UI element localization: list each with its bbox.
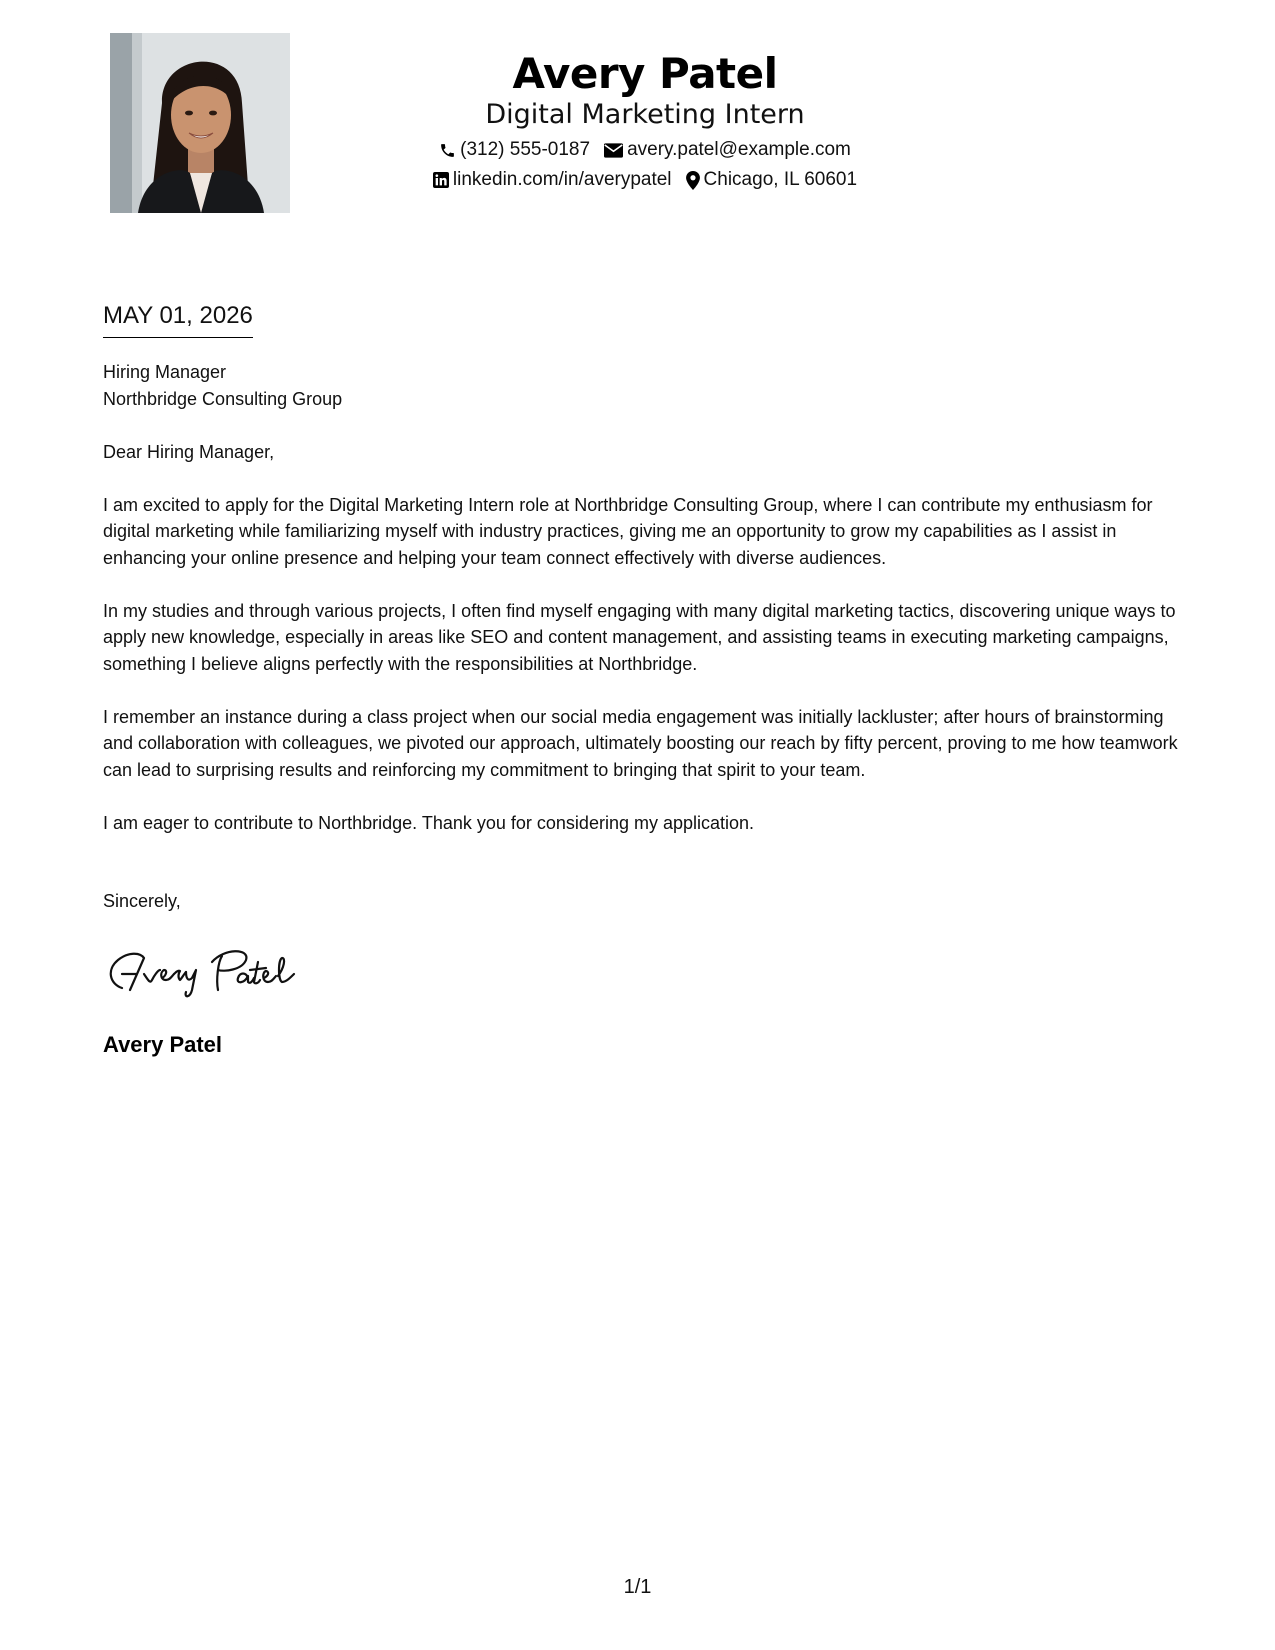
linkedin-icon — [433, 172, 449, 188]
letter-header — [340, 48, 950, 192]
page-number: 1/1 — [623, 1576, 652, 1598]
recipient-title: Hiring Manager — [103, 362, 227, 382]
contact-location — [686, 168, 858, 192]
email-text: avery.patel@example.com — [627, 139, 851, 160]
location-text: Chicago, IL 60601 — [703, 169, 858, 190]
profile-photo — [110, 33, 290, 213]
envelope-icon — [604, 143, 623, 158]
salutation: Dear Hiring Manager, — [103, 441, 275, 462]
contact-email[interactable] — [604, 138, 851, 162]
applicant-name: Avery Patel — [512, 49, 778, 98]
map-pin-icon — [686, 171, 700, 190]
phone-text: (312) 555-0187 — [460, 139, 591, 160]
applicant-role: Digital Marketing Intern — [485, 99, 805, 130]
body-paragraph: I am eager to contribute to Northbridge. Thank you for considering my application. — [103, 812, 755, 833]
letter-body — [103, 359, 1183, 836]
signer-name: Avery Patel — [103, 1032, 223, 1057]
contact-row-primary — [340, 138, 950, 162]
linkedin-text: linkedin.com/in/averypatel — [452, 169, 672, 190]
contact-phone[interactable] — [439, 138, 590, 162]
handwritten-signature — [100, 940, 320, 1000]
contact-linkedin[interactable] — [433, 168, 672, 192]
recipient-company: Northbridge Consulting Group — [103, 388, 343, 409]
body-paragraph: I am excited to apply for the Digital Marketing Intern role at Northbridge Consulting Group, where I can contribute my enthusiasm for digital marketing while familiarizing myself with industry practices, giving me an opportunity to grow my capabilities as I assist in enhancing your online presence and helping your team connect effectively with diverse audiences. — [103, 494, 1153, 568]
phone-icon — [439, 142, 456, 159]
letter-date: MAY 01, 2026 — [103, 301, 253, 338]
contact-row-secondary — [340, 168, 950, 192]
body-paragraph: In my studies and through various projects, I often find myself engaging with many digital marketing tactics, discovering unique ways to apply new knowledge, especially in areas like SEO and content management, and assisting teams in executing marketing campaigns, something I believe aligns perfectly with the responsibilities at Northbridge. — [103, 600, 1176, 674]
closing-text: Sincerely, — [103, 891, 181, 911]
body-paragraph: I remember an instance during a class project when our social media engagement was initially lackluster; after hours of brainstorming and collaboration with colleagues, we pivoted our approach, ultimately boosting our reach by fifty percent, proving to me how teamwork can lead to surprising results and reinforcing my commitment to bringing that spirit to your team. — [103, 706, 1178, 780]
